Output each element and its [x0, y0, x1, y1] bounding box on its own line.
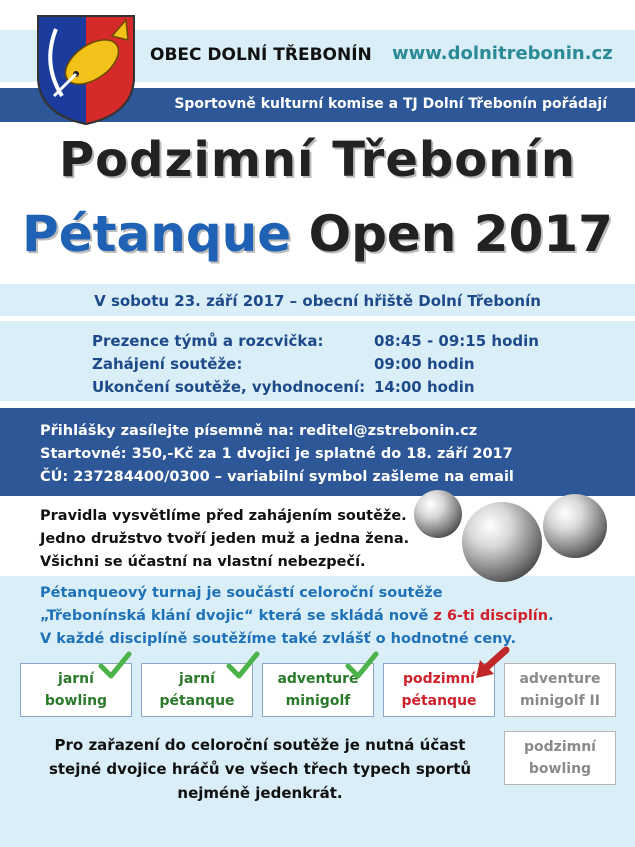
- tournament-line: [40, 605, 554, 628]
- final-note-line: nejméně jedenkrát.: [177, 784, 343, 802]
- discipline-line2: minigolf: [285, 693, 351, 709]
- schedule-time: 09:00 hodin: [374, 355, 475, 373]
- final-note-line: Pro zařazení do celoroční soutěže je nutná účast: [54, 736, 466, 754]
- schedule-time: 14:00 hodin: [374, 378, 475, 396]
- registration-line: ČÚ: 237284400/0300 – variabilní symbol zašleme na email: [40, 469, 514, 485]
- disciplines-count: z 6-ti disciplín: [433, 608, 549, 624]
- check-icon: [226, 650, 260, 680]
- discipline-line1: jarní: [58, 671, 94, 687]
- schedule: [92, 330, 539, 399]
- schedule-row: [92, 376, 539, 399]
- schedule-row: [92, 353, 539, 376]
- event-date: V sobotu 23. září 2017 – obecní hřiště Dolní Třebonín: [94, 292, 541, 310]
- page-title-line2: [0, 205, 635, 263]
- final-note: [40, 733, 480, 805]
- check-icon: [98, 650, 132, 680]
- schedule-label: Prezence týmů a rozcvička:: [92, 332, 324, 350]
- rules-info: [40, 505, 409, 574]
- schedule-row: [92, 330, 539, 353]
- schedule-time: 08:45 - 09:15 hodin: [374, 332, 539, 350]
- registration-info: [40, 420, 514, 489]
- tournament-line: Pétanqueový turnaj je součástí celoroční soutěže: [40, 585, 443, 601]
- organizer-text: Sportovně kulturní komise a TJ Dolní Třebonín pořádají: [174, 96, 607, 112]
- discipline-line2: pétanque: [401, 693, 477, 709]
- website-link[interactable]: www.dolnitrebonin.cz: [392, 43, 613, 64]
- discipline-line2: bowling: [44, 693, 108, 709]
- tournament-info: [40, 582, 554, 651]
- rules-line: Pravidla vysvětlíme před zahájením soutěže.: [40, 508, 407, 524]
- discipline-adventure-minigolf-ii: [504, 663, 616, 717]
- discipline-line1: adventure: [277, 671, 359, 687]
- tournament-text: „Třebonínská klání dvojic“ která se skládá nově: [40, 608, 434, 624]
- coat-of-arms-icon: [36, 14, 136, 126]
- rules-line: Jedno družstvo tvoří jeden muž a jedna žena.: [40, 531, 410, 547]
- registration-line: Přihlášky zasílejte písemně na: reditel@zstrebonin.cz: [40, 423, 478, 439]
- discipline-line2: minigolf II: [520, 693, 600, 709]
- discipline-line1: jarní: [179, 671, 215, 687]
- discipline-line2: pétanque: [159, 693, 235, 709]
- check-icon: [345, 650, 379, 680]
- registration-line: Startovné: 350,-Kč za 1 dvojici je splatné do 18. září 2017: [40, 446, 513, 462]
- arrow-icon: [470, 646, 510, 682]
- discipline-line1: podzimní: [524, 739, 596, 755]
- title-petanque: Pétanque: [22, 205, 292, 263]
- rules-line: Všichni se účastní na vlastní nebezpečí.: [40, 554, 366, 570]
- discipline-line1: podzimní: [403, 671, 475, 687]
- tournament-line: V každé disciplíně soutěžíme také zvlášť o hodnotné ceny.: [40, 631, 517, 647]
- discipline-line1: adventure: [519, 671, 601, 687]
- schedule-label: Ukončení soutěže, vyhodnocení:: [92, 378, 366, 396]
- village-name: OBEC DOLNÍ TŘEBONÍN: [150, 45, 372, 65]
- discipline-line2: bowling: [528, 761, 592, 777]
- final-note-line: stejné dvojice hráčů ve všech třech typech sportů: [48, 760, 472, 778]
- title-open: Open 2017: [308, 205, 613, 263]
- page-title-line1: Podzimní Třebonín: [58, 132, 577, 188]
- discipline-podzimni-bowling: [504, 731, 616, 785]
- tournament-text: .: [548, 608, 554, 624]
- schedule-label: Zahájení soutěže:: [92, 355, 243, 373]
- petanque-balls-icon: [410, 484, 620, 584]
